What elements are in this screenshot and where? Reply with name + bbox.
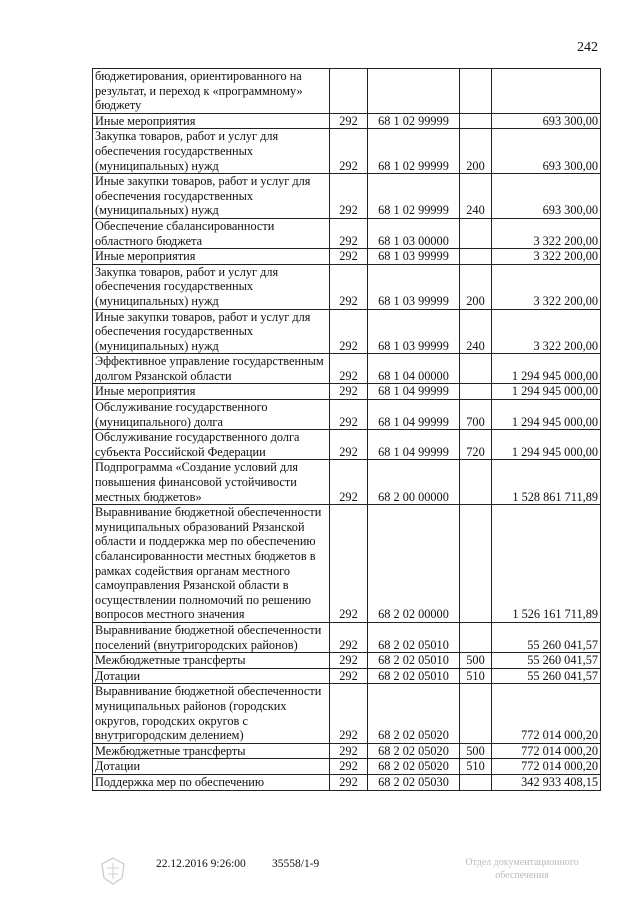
cell-name: Иные мероприятия	[93, 249, 330, 265]
cell-vr: 720	[460, 430, 492, 460]
cell-sum: 1 294 945 000,00	[492, 400, 601, 430]
cell-gr: 292	[330, 668, 368, 684]
cell-sum: 772 014 000,20	[492, 743, 601, 759]
table-row	[93, 69, 601, 114]
cell-cs	[368, 69, 460, 114]
footer-doc-id: 35558/1-9	[272, 858, 320, 870]
cell-gr: 292	[330, 400, 368, 430]
cell-name: Обеспечение сбалансированности областного бюджета	[93, 218, 330, 248]
budget-table-body	[93, 69, 601, 791]
table-row	[93, 505, 601, 623]
cell-vr	[460, 354, 492, 384]
cell-gr: 292	[330, 218, 368, 248]
cell-vr: 510	[460, 759, 492, 775]
page-footer	[0, 856, 640, 896]
cell-name: бюджетирования, ориентированного на результат, и переход к «программному» бюджету	[93, 69, 330, 114]
cell-sum: 693 300,00	[492, 174, 601, 219]
cell-gr: 292	[330, 354, 368, 384]
cell-sum: 772 014 000,20	[492, 684, 601, 743]
cell-name: Выравнивание бюджетной обеспеченности муниципальных районов (городских округов, городских округов с внутригородским делением)	[93, 684, 330, 743]
cell-sum: 1 294 945 000,00	[492, 430, 601, 460]
cell-name: Межбюджетные трансферты	[93, 653, 330, 669]
cell-sum: 693 300,00	[492, 129, 601, 174]
cell-name: Подпрограмма «Создание условий для повышения финансовой устойчивости местных бюджетов»	[93, 460, 330, 505]
cell-cs: 68 2 02 05020	[368, 743, 460, 759]
cell-cs: 68 1 02 99999	[368, 129, 460, 174]
cell-vr	[460, 69, 492, 114]
cell-name: Обслуживание государственного (муниципального) долга	[93, 400, 330, 430]
cell-cs: 68 2 02 05010	[368, 653, 460, 669]
table-row	[93, 218, 601, 248]
cell-cs: 68 1 03 00000	[368, 218, 460, 248]
table-row	[93, 129, 601, 174]
table-row	[93, 264, 601, 309]
cell-cs: 68 1 03 99999	[368, 309, 460, 354]
table-row	[93, 743, 601, 759]
cell-cs: 68 1 04 99999	[368, 430, 460, 460]
table-row	[93, 653, 601, 669]
cell-vr	[460, 774, 492, 790]
cell-sum: 342 933 408,15	[492, 774, 601, 790]
cell-cs: 68 1 02 99999	[368, 113, 460, 129]
cell-vr: 200	[460, 264, 492, 309]
cell-vr: 200	[460, 129, 492, 174]
cell-cs: 68 2 00 00000	[368, 460, 460, 505]
cell-name: Обслуживание государственного долга субъекта Российской Федерации	[93, 430, 330, 460]
cell-name: Межбюджетные трансферты	[93, 743, 330, 759]
cell-sum: 1 528 861 711,89	[492, 460, 601, 505]
table-row	[93, 113, 601, 129]
cell-gr: 292	[330, 249, 368, 265]
cell-name: Иные мероприятия	[93, 113, 330, 129]
cell-name: Закупка товаров, работ и услуг для обеспечения государственных (муниципальных) нужд	[93, 129, 330, 174]
table-row	[93, 309, 601, 354]
footer-stamp-text: Отдел документационного обеспечения	[465, 857, 579, 881]
cell-cs: 68 1 03 99999	[368, 249, 460, 265]
cell-gr: 292	[330, 129, 368, 174]
table-row	[93, 668, 601, 684]
cell-vr	[460, 218, 492, 248]
cell-gr: 292	[330, 653, 368, 669]
cell-gr: 292	[330, 264, 368, 309]
cell-vr	[460, 113, 492, 129]
cell-sum: 693 300,00	[492, 113, 601, 129]
table-row	[93, 249, 601, 265]
cell-sum	[492, 69, 601, 114]
cell-vr: 240	[460, 174, 492, 219]
cell-cs: 68 1 03 99999	[368, 264, 460, 309]
cell-gr: 292	[330, 622, 368, 652]
table-row	[93, 684, 601, 743]
cell-gr	[330, 69, 368, 114]
table-row	[93, 174, 601, 219]
cell-gr: 292	[330, 174, 368, 219]
cell-cs: 68 2 02 00000	[368, 505, 460, 623]
cell-sum: 772 014 000,20	[492, 759, 601, 775]
table-row	[93, 460, 601, 505]
table-row	[93, 430, 601, 460]
budget-table	[92, 68, 601, 791]
cell-cs: 68 1 04 00000	[368, 354, 460, 384]
cell-name: Поддержка мер по обеспечению	[93, 774, 330, 790]
cell-sum: 55 260 041,57	[492, 653, 601, 669]
cell-vr	[460, 505, 492, 623]
cell-gr: 292	[330, 430, 368, 460]
cell-sum: 55 260 041,57	[492, 668, 601, 684]
cell-cs: 68 2 02 05030	[368, 774, 460, 790]
cell-vr: 240	[460, 309, 492, 354]
cell-gr: 292	[330, 743, 368, 759]
cell-sum: 3 322 200,00	[492, 264, 601, 309]
cell-gr: 292	[330, 684, 368, 743]
cell-name: Иные закупки товаров, работ и услуг для обеспечения государственных (муниципальных) нужд	[93, 309, 330, 354]
cell-name: Дотации	[93, 668, 330, 684]
cell-name: Иные мероприятия	[93, 384, 330, 400]
cell-sum: 1 294 945 000,00	[492, 384, 601, 400]
table-row	[93, 622, 601, 652]
cell-vr	[460, 684, 492, 743]
cell-sum: 55 260 041,57	[492, 622, 601, 652]
cell-cs: 68 2 02 05020	[368, 684, 460, 743]
cell-sum: 3 322 200,00	[492, 309, 601, 354]
page-number: 242	[577, 40, 598, 55]
cell-sum: 1 526 161 711,89	[492, 505, 601, 623]
cell-gr: 292	[330, 759, 368, 775]
cell-vr: 500	[460, 653, 492, 669]
cell-name: Эффективное управление государственным долгом Рязанской области	[93, 354, 330, 384]
cell-name: Выравнивание бюджетной обеспеченности муниципальных образований Рязанской области и поддержка мер по обеспечению сбалансированности местных бюджетов в рамках содействия органам местного самоуправления Рязанской области в осуществлении полномочий по решению вопросов местного значения	[93, 505, 330, 623]
cell-cs: 68 2 02 05020	[368, 759, 460, 775]
cell-vr	[460, 460, 492, 505]
cell-gr: 292	[330, 505, 368, 623]
cell-gr: 292	[330, 384, 368, 400]
cell-vr: 700	[460, 400, 492, 430]
cell-name: Выравнивание бюджетной обеспеченности поселений (внутригородских районов)	[93, 622, 330, 652]
cell-name: Дотации	[93, 759, 330, 775]
cell-gr: 292	[330, 774, 368, 790]
cell-gr: 292	[330, 460, 368, 505]
footer-timestamp: 22.12.2016 9:26:00	[156, 858, 246, 870]
cell-vr: 500	[460, 743, 492, 759]
cell-cs: 68 2 02 05010	[368, 668, 460, 684]
cell-cs: 68 1 04 99999	[368, 400, 460, 430]
coat-of-arms-icon	[98, 856, 128, 886]
table-row	[93, 759, 601, 775]
cell-sum: 3 322 200,00	[492, 249, 601, 265]
cell-sum: 1 294 945 000,00	[492, 354, 601, 384]
cell-name: Закупка товаров, работ и услуг для обеспечения государственных (муниципальных) нужд	[93, 264, 330, 309]
cell-vr	[460, 249, 492, 265]
cell-sum: 3 322 200,00	[492, 218, 601, 248]
cell-vr	[460, 622, 492, 652]
cell-cs: 68 1 04 99999	[368, 384, 460, 400]
table-row	[93, 400, 601, 430]
cell-gr: 292	[330, 113, 368, 129]
table-row	[93, 354, 601, 384]
cell-cs: 68 2 02 05010	[368, 622, 460, 652]
table-row	[93, 384, 601, 400]
cell-gr: 292	[330, 309, 368, 354]
cell-name: Иные закупки товаров, работ и услуг для обеспечения государственных (муниципальных) нужд	[93, 174, 330, 219]
table-row	[93, 774, 601, 790]
cell-cs: 68 1 02 99999	[368, 174, 460, 219]
cell-vr: 510	[460, 668, 492, 684]
cell-vr	[460, 384, 492, 400]
